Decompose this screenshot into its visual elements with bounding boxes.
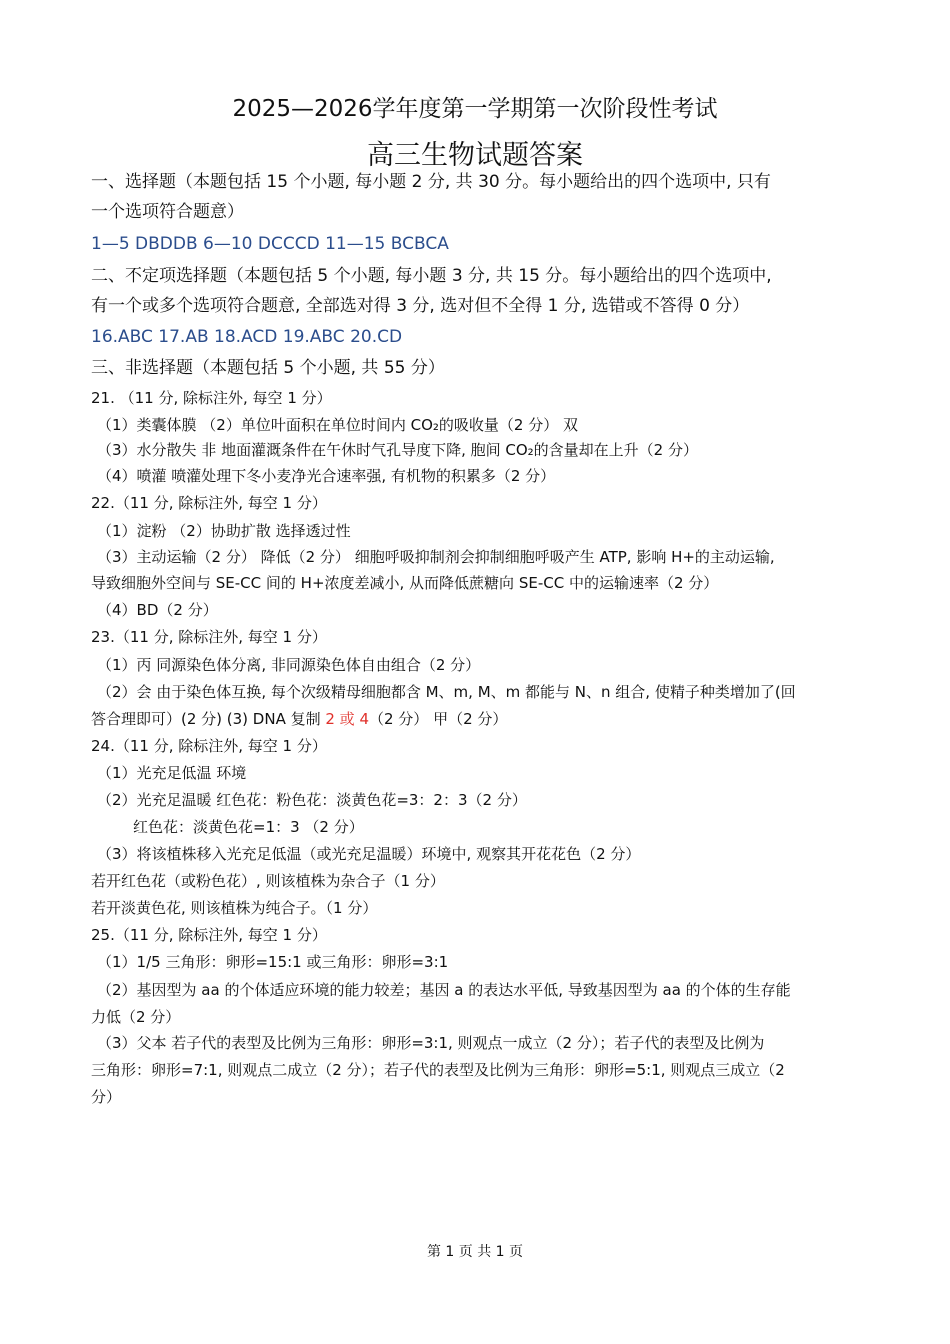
line-text: （1）1/5 三角形：卵形=15:1 或三角形：卵形=3:1: [97, 953, 449, 971]
line-text: （1）丙 同源染色体分离, 非同源染色体自由组合（2 分）: [97, 656, 481, 674]
answer-line: [91, 327, 402, 347]
choice-answers: 16.ABC 17.AB 18.ACD 19.ABC 20.CD: [91, 327, 403, 347]
line-text: （2）光充足温暖 红色花：粉色花：淡黄色花=3：2：3（2 分）: [97, 791, 527, 809]
answer-line: [91, 898, 377, 918]
line-text: （1）光充足低温 环境: [97, 764, 247, 782]
answer-line: [97, 655, 480, 675]
line-text: （4）喷灌 喷灌处理下冬小麦净光合速率强, 有机物的积累多（2 分）: [97, 467, 556, 485]
answer-line: [97, 547, 775, 567]
line-text: 三角形：卵形=7:1, 则观点二成立（2 分）；若子代的表型及比例为三角形：卵形=5:1, 则观点三成立（2: [91, 1061, 785, 1079]
answer-line: [91, 266, 772, 286]
answer-line: [97, 980, 791, 1000]
answer-line: [97, 521, 351, 541]
line-text: （2）会 由于染色体互换, 每个次级精母细胞都含 M、m, M、m 都能与 N、n 组合, 使精子种类增加了(回: [97, 683, 796, 701]
answer-line: [91, 202, 244, 222]
line-text: 23.（11 分, 除标注外, 每空 1 分）: [91, 628, 327, 646]
line-text: （2）基因型为 aa 的个体适应环境的能力较差；基因 a 的表达水平低, 导致基因型为 aa 的个体的生存能: [97, 981, 791, 999]
answer-line: [91, 172, 771, 192]
answer-line: [91, 1087, 121, 1107]
answer-line: [97, 1033, 764, 1053]
line-text: 一个选项符合题意）: [91, 202, 244, 222]
line-text: 25.（11 分, 除标注外, 每空 1 分）: [91, 926, 327, 944]
answer-line: [91, 493, 327, 513]
exam-title: 2025—2026学年度第一学期第一次阶段性考试: [232, 96, 718, 122]
line-text: 若开红色花（或粉色花）, 则该植株为杂合子（1 分）: [91, 872, 445, 890]
answer-line: [97, 844, 640, 864]
line-text: 有一个或多个选项符合题意, 全部选对得 3 分, 选对但不全得 1 分, 选错或不答得 0 分）: [91, 296, 750, 316]
page-footer: 第 1 页 共 1 页: [426, 1244, 524, 1260]
line-text: （4）BD（2 分）: [97, 601, 218, 619]
choice-answers: 1—5 DBDDB 6—10 DCCCD 11—15 BCBCA: [91, 234, 449, 254]
answer-line: [91, 1060, 785, 1080]
answer-line: [91, 234, 449, 254]
answer-line: [91, 388, 332, 408]
answer-line: [133, 817, 364, 837]
answer-line: [97, 415, 578, 435]
line-text: （1）淀粉 （2）协助扩散 选择透过性: [97, 522, 351, 540]
line-text: 分）: [91, 1088, 122, 1106]
line-text: 24.（11 分, 除标注外, 每空 1 分）: [91, 737, 327, 755]
line-text: 若开淡黄色花, 则该植株为纯合子。（1 分）: [91, 899, 378, 917]
answer-line: [97, 466, 555, 486]
line-text: 答合理即可）(2 分) (3) DNA 复制: [91, 710, 326, 728]
line-text: 三、非选择题（本题包括 5 个小题, 共 55 分）: [91, 358, 445, 378]
line-text: 一、选择题（本题包括 15 个小题, 每小题 2 分, 共 30 分。每小题给出的四个选项中, 只有: [91, 172, 771, 192]
answer-line: [97, 682, 796, 702]
line-text: 红色花：淡黄色花=1：3 （2 分）: [133, 818, 364, 836]
answer-line: [91, 296, 749, 316]
answer-line: [91, 627, 327, 647]
line-text: 力低（2 分）: [91, 1008, 181, 1026]
answer-line: [97, 440, 698, 460]
answer-line: [91, 871, 445, 891]
answer-line: [97, 600, 218, 620]
line-text: （3）将该植株移入光充足低温（或光充足温暖）环境中, 观察其开花花色（2 分）: [97, 845, 641, 863]
answer-line: [91, 709, 507, 729]
line-text: （3）父本 若子代的表型及比例为三角形：卵形=3:1, 则观点一成立（2 分）；若子代的表型及比例为: [97, 1034, 765, 1052]
line-text: 21. （11 分, 除标注外, 每空 1 分）: [91, 389, 332, 407]
answer-line: [91, 925, 327, 945]
line-text: 二、不定项选择题（本题包括 5 个小题, 每小题 3 分, 共 15 分。每小题给出的四个选项中,: [91, 266, 772, 286]
answer-line: [97, 763, 246, 783]
answer-line: [97, 790, 527, 810]
highlighted-answer: 2 或 4: [325, 710, 369, 728]
line-text: （3）主动运输（2 分） 降低（2 分） 细胞呼吸抑制剂会抑制细胞呼吸产生 ATP, 影响 H+的主动运输,: [97, 548, 775, 566]
answer-line: [91, 1007, 180, 1027]
answer-line: [91, 736, 327, 756]
answer-line: [91, 358, 445, 378]
line-text: 22.（11 分, 除标注外, 每空 1 分）: [91, 494, 327, 512]
answer-line: [97, 952, 448, 972]
answer-line: [91, 573, 718, 593]
line-text: 导致细胞外空间与 SE-CC 间的 H+浓度差减小, 从而降低蔗糖向 SE-CC 中的运输速率（2 分）: [91, 574, 719, 592]
line-text: （2 分） 甲（2 分）: [369, 710, 508, 728]
line-text: （3）水分散失 非 地面灌溉条件在午休时气孔导度下降, 胞间 CO₂的含量却在上升（2 分）: [97, 441, 698, 459]
line-text: （1）类囊体膜 （2）单位叶面积在单位时间内 CO₂的吸收量（2 分） 双: [97, 416, 578, 434]
answer-key-subtitle: 高三生物试题答案: [367, 140, 583, 171]
